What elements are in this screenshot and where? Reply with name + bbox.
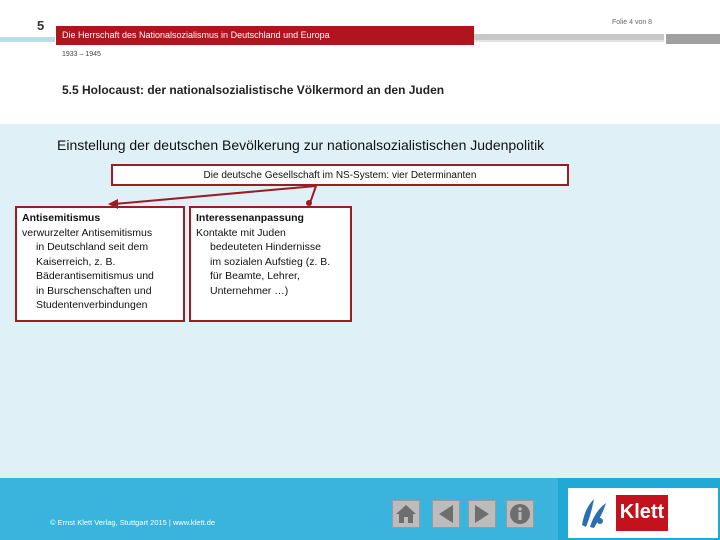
card-line: in Burschenschaften und xyxy=(36,284,152,297)
card-line: Bäderantisemitismus und xyxy=(36,270,154,282)
klett-leaf-icon xyxy=(576,495,612,531)
chapter-title: Die Herrschaft des Nationalsozialismus in Deutschland und Europa xyxy=(62,30,330,40)
info-icon xyxy=(509,503,531,525)
card-line: Kontakte mit Juden xyxy=(196,226,286,239)
chapter-accent-bar xyxy=(0,37,55,42)
home-icon xyxy=(394,503,418,525)
card-line: verwurzelter Antisemitismus xyxy=(22,226,153,239)
period-years: 1933 – 1945 xyxy=(62,51,101,58)
slide-footer xyxy=(0,478,720,540)
connector-arrows xyxy=(0,124,720,478)
card-line: Studentenverbindungen xyxy=(36,299,148,311)
card-line: Kaiserreich, z. B. xyxy=(36,255,116,268)
connector-line-antisemitismus xyxy=(114,186,316,204)
section-subheading: 5.5 Holocaust: der nationalsozialistische Völkermord an den Juden xyxy=(62,83,445,97)
slide-header xyxy=(0,0,720,124)
next-slide-button[interactable] xyxy=(468,500,496,528)
card-title: Antisemitismus xyxy=(22,212,101,224)
previous-icon xyxy=(435,503,457,525)
card-line: Unternehmer …) xyxy=(210,284,289,297)
card-line: im sozialen Aufstieg (z. B. xyxy=(210,255,331,268)
card-line: in Deutschland seit dem xyxy=(36,241,149,253)
chapter-title-bar xyxy=(56,26,474,45)
card-line: bedeuteten Hindernisse xyxy=(210,241,321,253)
copyright-text: © Ernst Klett Verlag, Stuttgart 2015 | www.klett.de xyxy=(50,518,216,527)
arrowhead-antisemitismus xyxy=(108,199,118,209)
card-line: für Beamte, Lehrer, xyxy=(210,270,300,282)
title-bar-end xyxy=(666,34,720,44)
determinants-label: Die deutsche Gesellschaft im NS-System: vier Determinanten xyxy=(203,170,477,181)
klett-wordmark: Klett xyxy=(619,501,665,523)
home-button[interactable] xyxy=(392,500,420,528)
slide-counter: Folie 4 von 8 xyxy=(612,19,653,26)
page-title: Einstellung der deutschen Bevölkerung zur nationalsozialistischen Judenpolitik xyxy=(57,137,545,153)
chapter-number: 5 xyxy=(37,18,45,33)
klett-wordmark-box xyxy=(616,495,668,531)
klett-logo xyxy=(568,488,718,538)
connector-line-interessen xyxy=(310,186,316,203)
info-button[interactable] xyxy=(506,500,534,528)
card-title: Interessenanpassung xyxy=(196,212,304,224)
connector-dot xyxy=(306,200,312,206)
next-icon xyxy=(471,503,493,525)
title-bar-shadow xyxy=(474,40,664,42)
previous-slide-button[interactable] xyxy=(432,500,460,528)
